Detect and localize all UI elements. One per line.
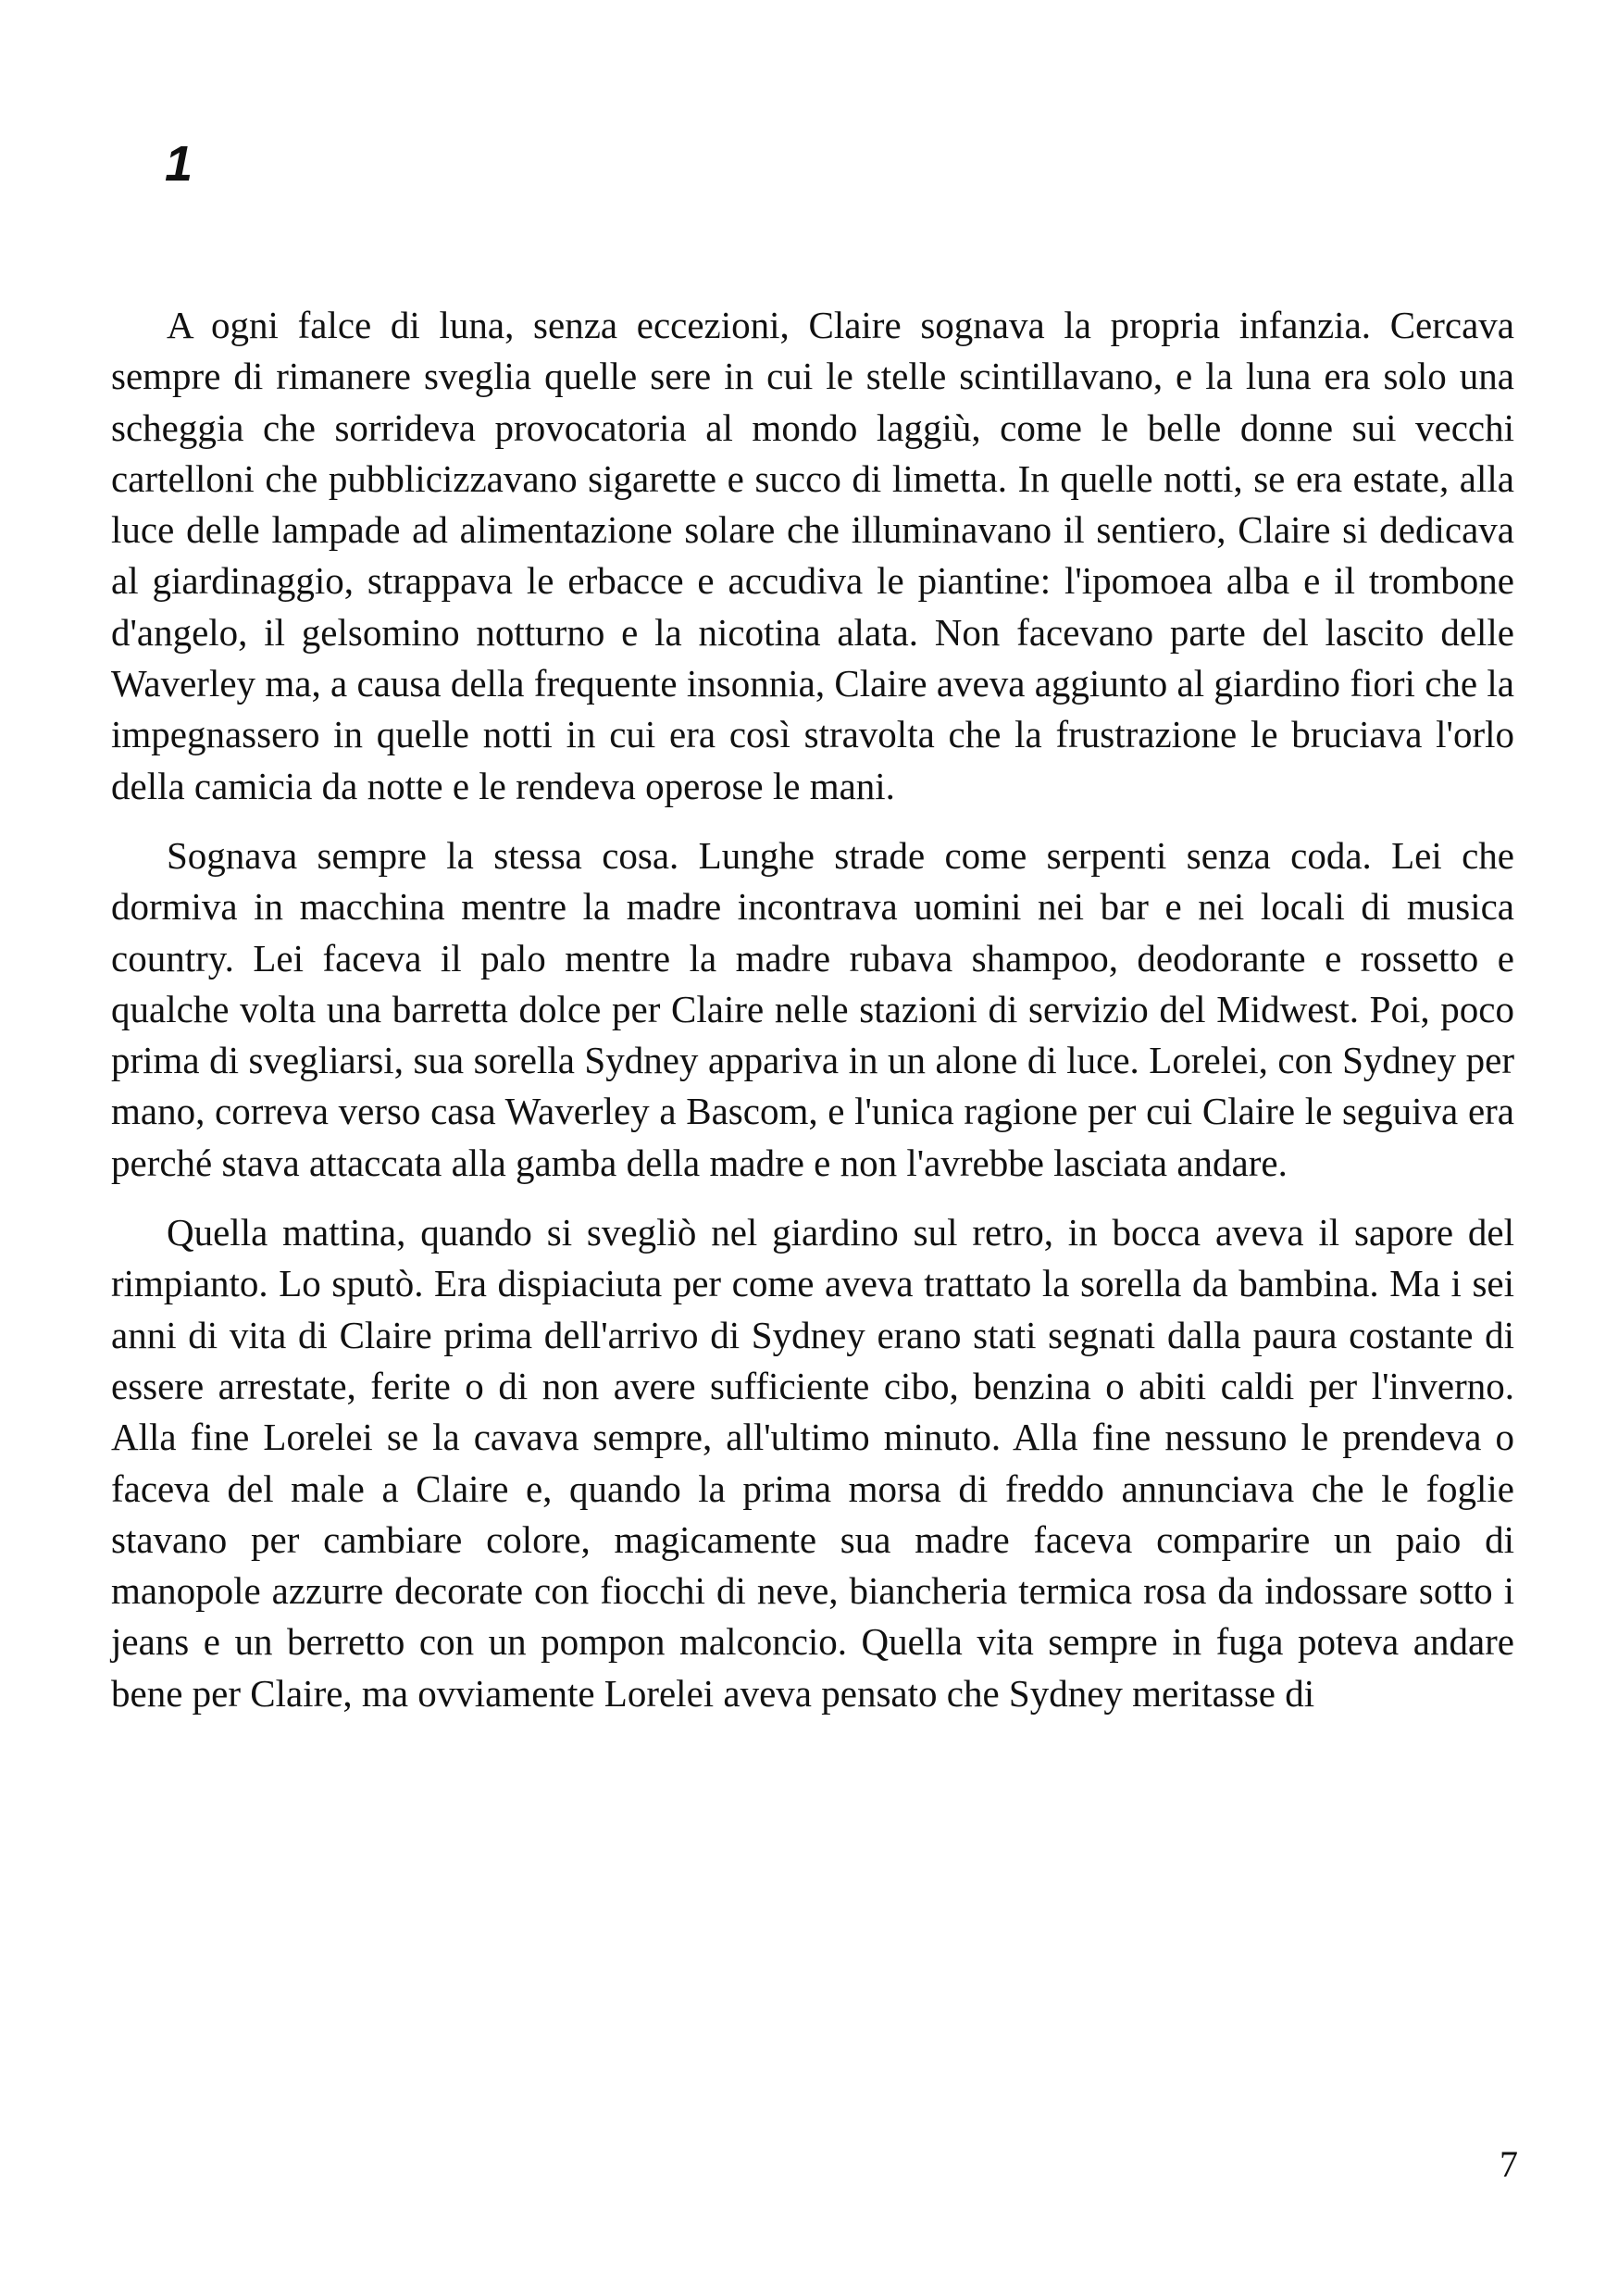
paragraph-2: Sognava sempre la stessa cosa. Lunghe strade come serpenti senza coda. Lei che dormiva in macchina mentre la madre incontrava uomini nei bar e nei locali di musica country. Lei faceva il palo mentre la madre rubava shampoo, deodorante e rossetto e qualche volta una barretta dolce per Claire nelle stazioni di servizio del Midwest. Poi, poco prima di svegliarsi, sua sorella Sydney appariva in un alone di luce. Lorelei, con Sydney per mano, correva verso casa Waverley a Bascom, e l'unica ragione per cui Claire le seguiva era perché stava attaccata alla gamba della madre e non l'avrebbe lasciata andare. — [111, 833, 1514, 1184]
chapter-body — [111, 300, 1514, 1738]
chapter-number: 1 — [165, 136, 193, 192]
page-number: 7 — [1500, 2143, 1518, 2185]
paragraph-1: A ogni falce di luna, senza eccezioni, Claire sognava la propria infanzia. Cercava sempre di rimanere sveglia quelle sere in cui le stelle scintillavano, e la luna era solo una scheggia che sorrideva provocatoria al mondo laggiù, come le belle donne sui vecchi cartelloni che pubblicizzavano sigarette e succo di limetta. In quelle notti, se era estate, alla luce delle lampade ad alimentazione solare che illuminavano il sentiero, Claire si dedicava al giardinaggio, strappava le erbacce e accudiva le piantine: l'ipomoea alba e il trombone d'angelo, il gelsomino notturno e la nicotina alata. Non facevano parte del lascito delle Waverley ma, a causa della frequente insonnia, Claire aveva aggiunto al giardino fiori che la impegnassero in quelle notti in cui era così stravolta che la frustrazione le bruciava l'orlo della camicia da notte e le rendeva operose le mani. — [111, 304, 1514, 807]
paragraph-3: Quella mattina, quando si svegliò nel giardino sul retro, in bocca aveva il sapore del rimpianto. Lo sputò. Era dispiaciuta per come aveva trattato la sorella da bambina. Ma i sei anni di vita di Claire prima dell'arrivo di Sydney erano stati segnati dalla paura costante di essere arrestate, ferite o di non avere sufficiente cibo, benzina o abiti caldi per l'inverno. Alla fine Lorelei se la cavava sempre, all'ultimo minuto. Alla fine nessuno le prendeva o faceva del male a Claire e, quando la prima morsa di freddo annunciava che le foglie stavano per cambiare colore, magicamente sua madre faceva comparire un paio di manopole azzurre decorate con fiocchi di neve, biancheria termica rosa da indossare sotto i jeans e un berretto con un pompon malconcio. Quella vita sempre in fuga poteva andare bene per Claire, ma ovviamente Lorelei aveva pensato che Sydney meritasse di — [111, 1211, 1514, 1715]
